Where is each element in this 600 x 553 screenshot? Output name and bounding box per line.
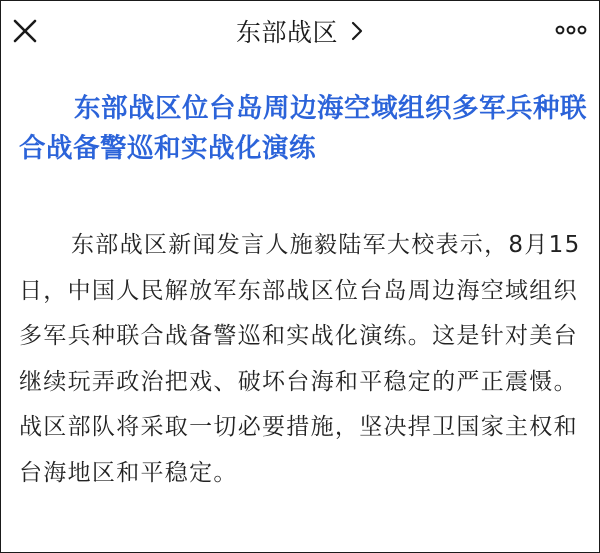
more-dots-icon (553, 15, 589, 45)
account-title-link[interactable] (236, 13, 364, 49)
close-button[interactable] (7, 13, 43, 49)
account-title: 东部战区 (235, 18, 338, 47)
article-body: 东部战区新闻发言人施毅陆军大校表示，8月15日，中国人民解放军东部战区位台岛周边海空域组织多军兵种联合战备警巡和实战化演练。这是针对美台继续玩弄政治把戏、破坏台海和平稳定的严正震慑。战区部队将采取一切必要措施，坚决捍卫国家主权和台海地区和平稳定。 (19, 232, 581, 486)
close-icon (7, 13, 43, 49)
chevron-right-icon (350, 21, 364, 41)
more-options-button[interactable] (553, 15, 589, 45)
article-headline: 东部战区位台岛周边海空域组织多军兵种联合战备警巡和实战化演练 (19, 93, 587, 164)
top-bar (1, 1, 599, 65)
